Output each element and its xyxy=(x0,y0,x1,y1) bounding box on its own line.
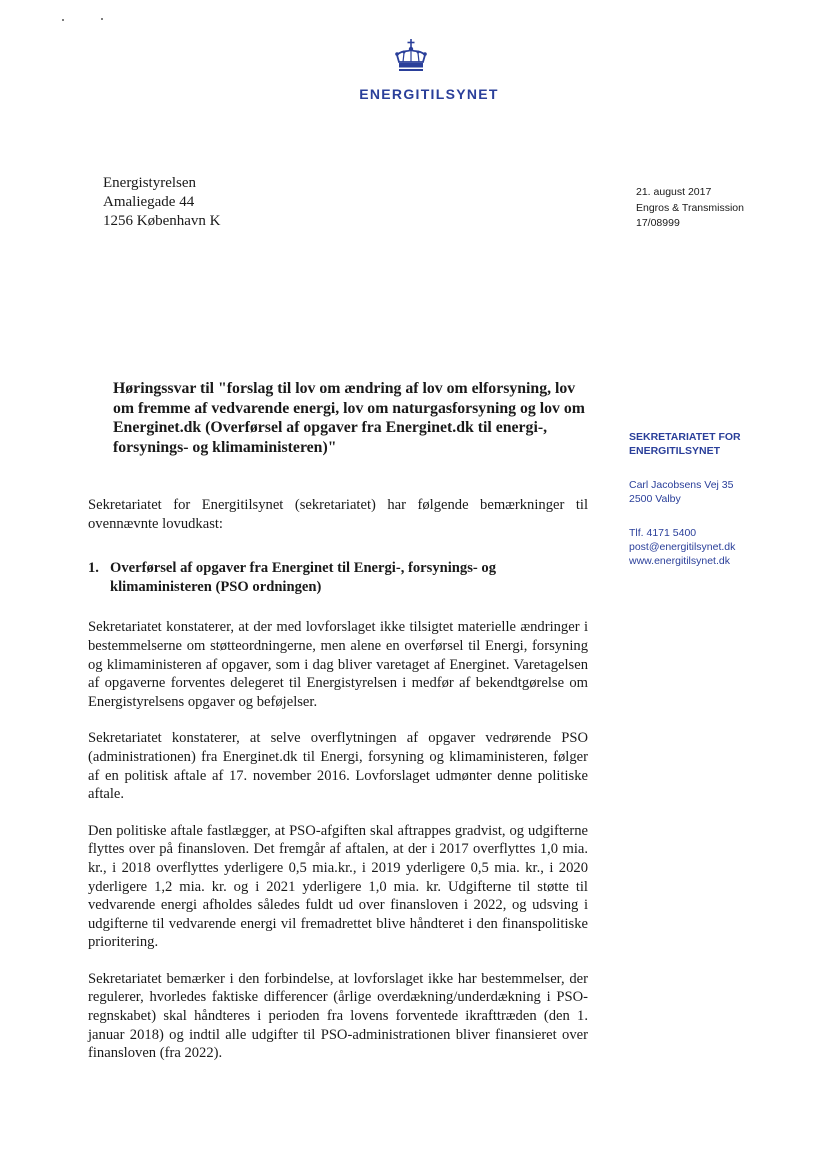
scan-speck xyxy=(62,19,64,21)
letter-meta xyxy=(636,185,744,232)
section-title: Overførsel af opgaver fra Energinet til Energi-, forsynings- og klimaministeren (PSO ordningen) xyxy=(110,560,496,595)
sidebar-title-line2: ENERGITILSYNET xyxy=(629,445,721,457)
scan-speck xyxy=(101,18,103,20)
body-paragraph-4: Sekretariatet bemærker i den forbindelse, at lovforslaget ikke har bestemmelser, der regulerer, hvorledes faktiske differencer (årlige overdækning/underdækning i PSO-regnskabet) skal håndteres i perioden fra lovens forventede ikrafttræden (den 1. januar 2018) og indtil alle udgifter til PSO-administrationen bliver finansieret over finansloven (fra 2022). xyxy=(88,970,588,1062)
recipient-address xyxy=(103,174,220,231)
section-heading xyxy=(88,559,588,596)
letter-subject: Høringssvar til "forslag til lov om ændring af lov om elforsyning, lov om fremme af vedvarende energi, lov om naturgasforsyning og lov om Energinet.dk (Overførsel af opgaver fra Energinet.dk til energi-, forsynings- og klimaministeren)" xyxy=(113,380,585,456)
intro-paragraph: Sekretariatet for Energitilsynet (sekretariatet) har følgende bemærkninger til ovennævnte lovudkast: xyxy=(88,497,588,532)
sidebar-title-line1: SEKRETARIATET FOR xyxy=(629,431,741,443)
letter-reference: 17/08999 xyxy=(636,217,680,229)
sidebar-phone: Tlf. 4171 5400 xyxy=(629,527,697,539)
sidebar-email[interactable]: post@energitilsynet.dk xyxy=(629,541,736,553)
sender-sidebar xyxy=(629,430,741,568)
body-paragraph-2: Sekretariatet konstaterer, at selve overflytningen af opgaver vedrørende PSO (administrationen) fra Energinet.dk til Energi, forsyning og klimaministeren, følger af en politisk aftale af 17. november 2016. Lovforslaget udmønter denne politiske aftale. xyxy=(88,730,588,803)
letter-date: 21. august 2017 xyxy=(636,186,712,198)
recipient-street: Amaliegade 44 xyxy=(103,194,195,210)
agency-name xyxy=(0,86,828,102)
recipient-name: Energistyrelsen xyxy=(103,175,197,191)
sidebar-website[interactable]: www.energitilsynet.dk xyxy=(629,555,730,567)
sidebar-address-city: 2500 Valby xyxy=(629,493,681,505)
recipient-city: 1256 København K xyxy=(103,213,221,229)
crown-icon xyxy=(394,38,428,76)
section-number: 1. xyxy=(88,560,99,577)
body-paragraph-3: Den politiske aftale fastlægger, at PSO-afgiften skal aftrappes gradvist, og udgifterne flyttes over på finansloven. Det fremgår af aftalen, at der i 2017 overflyttes 1,0 mia. kr., i 2018 overflyttes yderligere 0,5 mia.kr., i 2019 yderligere 0,5 mia. kr., i 2020 yderligere 1,2 mia. kr. og i 2021 yderligere 1,0 mia. kr. Udgifterne til støtte til vedvarende energi afholdes således fuldt ud over finansloven i 2022, og udsving i udgifterne til vedvarende energi vil fremadrettet blive håndteret i den finanspolitiske prioritering. xyxy=(88,822,588,951)
sidebar-address-street: Carl Jacobsens Vej 35 xyxy=(629,479,734,491)
agency-name-text: ENERGITILSYNET xyxy=(359,86,499,102)
body-paragraph-1: Sekretariatet konstaterer, at der med lovforslaget ikke tilsigtet materielle ændringer i bestemmelserne om støtteordningerne, men alene en overførsel til Energi, forsyning og klimaministeren af opgaver, som i dag bliver varetaget af Energinet. Varetagelsen af opgaverne forventes delegeret til Energistyrelsen i medfør af bekendtgørelse om Energistyrelsens opgaver og beføjelser. xyxy=(88,619,588,710)
letter-department: Engros & Transmission xyxy=(636,201,744,214)
letter-body xyxy=(88,496,588,1081)
